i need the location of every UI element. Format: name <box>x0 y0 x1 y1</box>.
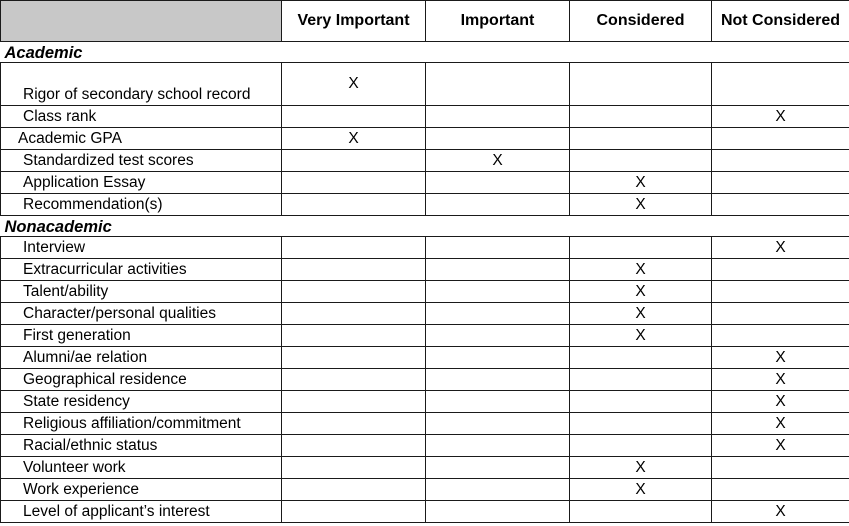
table-row <box>1 369 849 391</box>
factor-label: First generation <box>1 325 282 347</box>
mark-important <box>426 194 570 216</box>
mark-very-important <box>282 391 426 413</box>
header-considered: Considered <box>570 1 712 42</box>
mark-very-important <box>282 457 426 479</box>
factor-label: Recommendation(s) <box>1 194 282 216</box>
mark-important <box>426 369 570 391</box>
mark-important <box>426 391 570 413</box>
mark-important: X <box>426 150 570 172</box>
mark-considered: X <box>570 457 712 479</box>
mark-important <box>426 457 570 479</box>
mark-important <box>426 63 570 106</box>
table-row <box>1 172 849 194</box>
mark-important <box>426 281 570 303</box>
table-row <box>1 325 849 347</box>
table-row <box>1 391 849 413</box>
mark-considered: X <box>570 479 712 501</box>
mark-considered <box>570 501 712 523</box>
table-row <box>1 413 849 435</box>
factor-label: Religious affiliation/commitment <box>1 413 282 435</box>
table-row <box>1 303 849 325</box>
mark-important <box>426 259 570 281</box>
mark-considered <box>570 435 712 457</box>
table-body <box>1 42 849 523</box>
table-header <box>1 1 849 42</box>
mark-very-important <box>282 303 426 325</box>
mark-very-important <box>282 237 426 259</box>
mark-considered: X <box>570 259 712 281</box>
factor-label: Level of applicant’s interest <box>1 501 282 523</box>
section-heading: Nonacademic <box>1 216 849 237</box>
mark-important <box>426 172 570 194</box>
table-row <box>1 128 849 150</box>
table-row <box>1 237 849 259</box>
mark-considered: X <box>570 303 712 325</box>
mark-considered <box>570 150 712 172</box>
mark-very-important <box>282 479 426 501</box>
factor-label: Extracurricular activities <box>1 259 282 281</box>
mark-not-considered: X <box>712 435 849 457</box>
mark-considered: X <box>570 172 712 194</box>
mark-very-important <box>282 150 426 172</box>
mark-important <box>426 325 570 347</box>
mark-not-considered <box>712 325 849 347</box>
factor-label: Standardized test scores <box>1 150 282 172</box>
mark-considered <box>570 369 712 391</box>
mark-not-considered: X <box>712 391 849 413</box>
factor-label: Class rank <box>1 106 282 128</box>
header-important: Important <box>426 1 570 42</box>
mark-considered <box>570 391 712 413</box>
factor-label: Geographical residence <box>1 369 282 391</box>
mark-important <box>426 501 570 523</box>
mark-not-considered <box>712 281 849 303</box>
mark-important <box>426 237 570 259</box>
mark-very-important: X <box>282 63 426 106</box>
mark-not-considered <box>712 128 849 150</box>
factor-label: Work experience <box>1 479 282 501</box>
mark-considered <box>570 128 712 150</box>
factor-label: Character/personal qualities <box>1 303 282 325</box>
mark-important <box>426 347 570 369</box>
table-row <box>1 457 849 479</box>
table-row <box>1 501 849 523</box>
mark-not-considered: X <box>712 106 849 128</box>
mark-considered <box>570 237 712 259</box>
table-row <box>1 281 849 303</box>
mark-important <box>426 435 570 457</box>
mark-very-important <box>282 347 426 369</box>
table-row <box>1 479 849 501</box>
section-row <box>1 42 849 63</box>
table-row <box>1 63 849 106</box>
mark-considered <box>570 347 712 369</box>
mark-not-considered: X <box>712 413 849 435</box>
section-heading: Academic <box>1 42 849 63</box>
mark-not-considered <box>712 63 849 106</box>
factor-label: Interview <box>1 237 282 259</box>
mark-very-important <box>282 194 426 216</box>
mark-not-considered <box>712 259 849 281</box>
mark-very-important <box>282 106 426 128</box>
section-row <box>1 216 849 237</box>
mark-very-important <box>282 281 426 303</box>
mark-not-considered: X <box>712 501 849 523</box>
header-not-considered: Not Considered <box>712 1 849 42</box>
mark-not-considered: X <box>712 347 849 369</box>
mark-important <box>426 106 570 128</box>
mark-important <box>426 128 570 150</box>
table-row <box>1 106 849 128</box>
mark-not-considered <box>712 150 849 172</box>
factor-label: Talent/ability <box>1 281 282 303</box>
table-row <box>1 347 849 369</box>
mark-very-important <box>282 501 426 523</box>
mark-important <box>426 479 570 501</box>
mark-considered <box>570 63 712 106</box>
header-very-important: Very Important <box>282 1 426 42</box>
factor-label: Application Essay <box>1 172 282 194</box>
mark-considered: X <box>570 325 712 347</box>
factor-label: State residency <box>1 391 282 413</box>
mark-not-considered <box>712 172 849 194</box>
mark-very-important <box>282 435 426 457</box>
mark-considered: X <box>570 281 712 303</box>
mark-very-important <box>282 172 426 194</box>
mark-very-important <box>282 325 426 347</box>
mark-very-important <box>282 413 426 435</box>
mark-not-considered <box>712 303 849 325</box>
factor-label: Racial/ethnic status <box>1 435 282 457</box>
table-row <box>1 259 849 281</box>
mark-not-considered <box>712 479 849 501</box>
mark-not-considered <box>712 194 849 216</box>
factor-label: Alumni/ae relation <box>1 347 282 369</box>
table-row <box>1 435 849 457</box>
mark-not-considered: X <box>712 237 849 259</box>
factor-label: Academic GPA <box>1 128 282 150</box>
mark-very-important: X <box>282 128 426 150</box>
mark-important <box>426 413 570 435</box>
table-row <box>1 150 849 172</box>
mark-not-considered <box>712 457 849 479</box>
mark-considered <box>570 413 712 435</box>
header-corner-cell <box>1 1 282 42</box>
factor-label: Volunteer work <box>1 457 282 479</box>
mark-considered <box>570 106 712 128</box>
mark-important <box>426 303 570 325</box>
mark-very-important <box>282 259 426 281</box>
mark-not-considered: X <box>712 369 849 391</box>
factor-label: Rigor of secondary school record <box>1 63 282 106</box>
mark-very-important <box>282 369 426 391</box>
mark-considered: X <box>570 194 712 216</box>
table-row <box>1 194 849 216</box>
